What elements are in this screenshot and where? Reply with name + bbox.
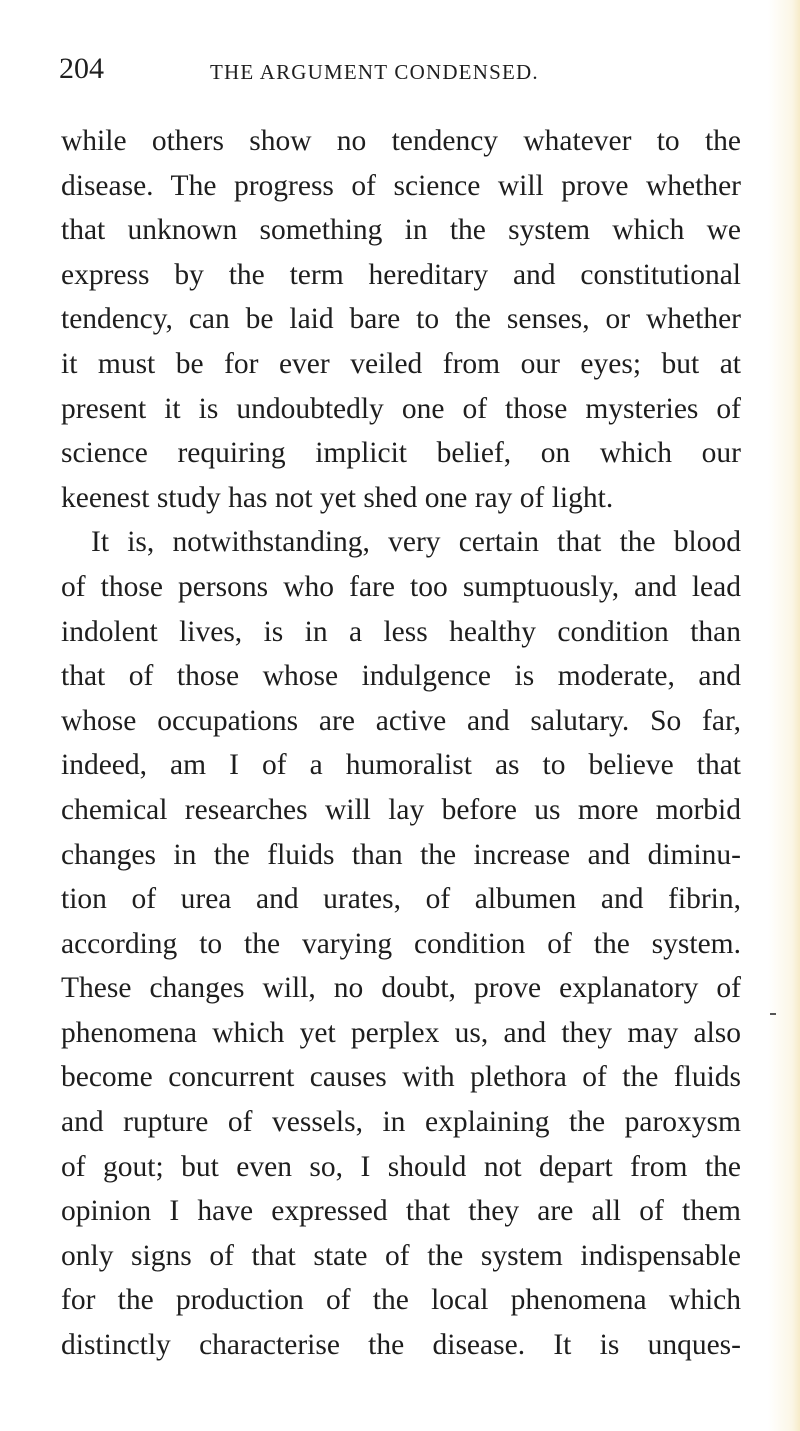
text-line: according to the varying condition of the system. [61, 927, 741, 960]
text-line: of gout; but even so, I should not depart from the [61, 1150, 741, 1183]
text-line: science requiring implicit belief, on which our [61, 437, 741, 470]
text-line: distinctly characterise the disease. It is unques- [61, 1329, 741, 1362]
page-number: 204 [59, 52, 104, 85]
text-line: These changes will, no doubt, prove explanatory of [61, 972, 741, 1005]
text-line: of those persons who fare too sumptuously, and lead [61, 570, 741, 603]
text-line: phenomena which yet perplex us, and they may also [61, 1016, 741, 1049]
text-line: present it is undoubtedly one of those mysteries of [61, 392, 741, 425]
body-text [61, 119, 741, 1368]
text-line: indolent lives, is in a less healthy condition than [61, 615, 741, 648]
text-line: and rupture of vessels, in explaining the paroxysm [61, 1106, 741, 1139]
running-head: THE ARGUMENT CONDENSED. [210, 60, 539, 84]
text-line: for the production of the local phenomena which [61, 1284, 741, 1317]
text-line: that of those whose indulgence is moderate, and [61, 660, 741, 693]
page-header [59, 52, 760, 86]
text-line: indeed, am I of a humoralist as to believe that [61, 749, 741, 782]
text-line: become concurrent causes with plethora of the fluids [61, 1061, 741, 1094]
paragraph-start-line: It is, notwithstanding, very certain that the blood [91, 526, 741, 559]
text-line: tendency, can be laid bare to the senses, or whether [61, 303, 741, 336]
text-line: whose occupations are active and salutary. So far, [61, 704, 741, 737]
text-line: tion of urea and urates, of albumen and fibrin, [61, 883, 741, 916]
text-line: chemical researches will lay before us more morbid [61, 793, 741, 826]
text-line: only signs of that state of the system indispensable [61, 1239, 741, 1272]
text-line: changes in the fluids than the increase and diminu- [61, 838, 741, 871]
margin-mark [770, 1013, 776, 1015]
text-line: opinion I have expressed that they are all of them [61, 1195, 741, 1228]
text-line: express by the term hereditary and constitutional [61, 258, 741, 291]
text-line: while others show no tendency whatever to the [61, 125, 741, 157]
text-line: keenest study has not yet shed one ray of light. [61, 481, 614, 514]
text-line: disease. The progress of science will prove whether [61, 169, 741, 202]
text-line: that unknown something in the system which we [61, 214, 741, 247]
text-line: it must be for ever veiled from our eyes; but at [61, 347, 741, 380]
